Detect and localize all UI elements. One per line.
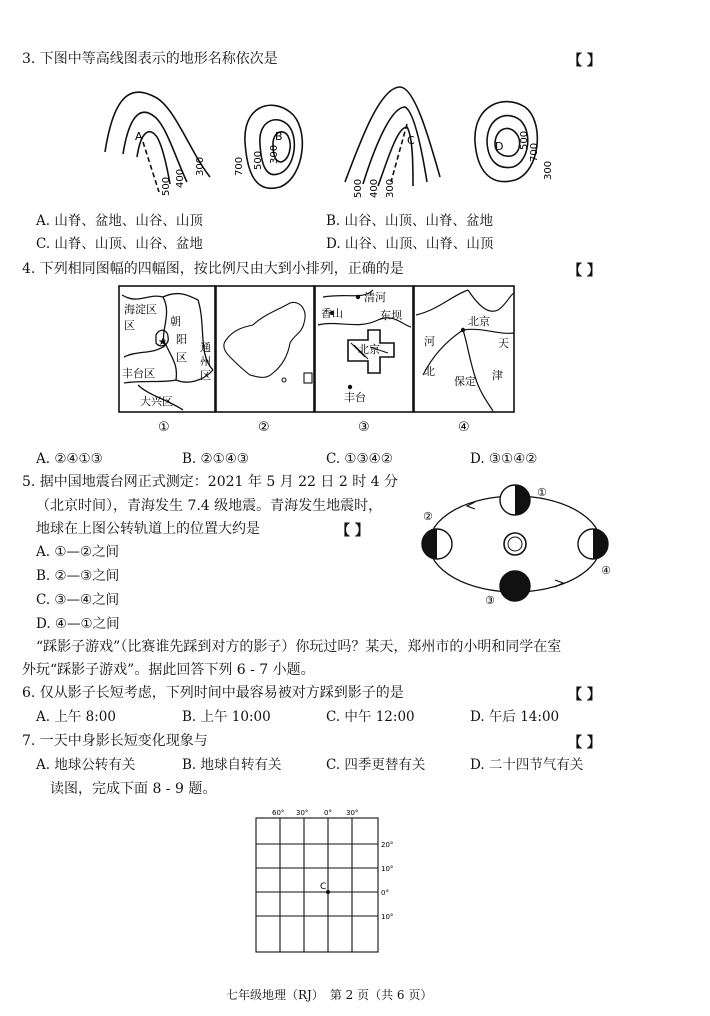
svg-text:400: 400 (369, 178, 380, 198)
q5-option-b: B. ②—③之间 (36, 568, 120, 584)
svg-text:300: 300 (269, 144, 280, 164)
intro-6-7-line-1: “踩影子游戏”（比赛谁先踩到对方的影子）你玩过吗？某天，郑州市的小明和同学在室 (36, 639, 562, 655)
map-caption-1: ① (158, 420, 170, 435)
map-caption-2: ② (258, 420, 270, 435)
q5-option-c: C. ③—④之间 (36, 592, 120, 608)
q3-stem: 3. 下图中等高线图表示的地形名称依次是 (22, 51, 278, 67)
q4-stem: 4. 下列相同图幅的四幅图，按比例尺由大到小排列，正确的是 (22, 261, 404, 277)
q6-option-a: A. 上午 8:00 (36, 709, 116, 725)
q3-answer-bracket: 【 】 (568, 53, 601, 69)
svg-text:北京: 北京 (468, 315, 490, 328)
q7-answer-bracket: 【 】 (568, 735, 601, 751)
svg-text:东坝: 东坝 (380, 309, 402, 322)
intro-8-9: 读图，完成下面 8 - 9 题。 (50, 781, 217, 797)
q6-answer-bracket: 【 】 (568, 687, 601, 703)
svg-text:津: 津 (492, 369, 503, 382)
svg-text:丰台区: 丰台区 (122, 367, 155, 380)
svg-text:通: 通 (200, 341, 211, 354)
svg-text:保定: 保定 (454, 375, 476, 388)
q3-option-c: C. 山脊、山顶、山谷、盆地 (36, 236, 203, 252)
svg-text:10°: 10° (381, 865, 394, 873)
q4-option-a: A. ②④①③ (36, 451, 103, 467)
q6-option-b: B. 上午 10:00 (182, 709, 271, 725)
svg-text:60°: 60° (272, 809, 285, 817)
q5-stem-line-1: 5. 据中国地震台网正式测定：2021 年 5 月 22 日 2 时 4 分 (22, 474, 399, 490)
svg-text:500: 500 (161, 176, 172, 196)
svg-text:500: 500 (519, 130, 530, 150)
svg-text:大兴区: 大兴区 (140, 395, 173, 408)
orbit-label-4: ④ (601, 564, 611, 577)
svg-text:500: 500 (253, 150, 264, 170)
orbit-label-3: ③ (485, 594, 495, 607)
svg-text:20°: 20° (381, 841, 394, 849)
q3-option-b: B. 山谷、山顶、山脊、盆地 (326, 213, 494, 229)
point-c-label: C (320, 882, 327, 892)
contour-map-a (105, 92, 210, 192)
map-4-region (416, 290, 514, 411)
q3-contour-maps (95, 82, 555, 207)
svg-text:河: 河 (424, 335, 435, 348)
q5-option-a: A. ①—②之间 (36, 544, 120, 560)
q7-option-b: B. 地球自转有关 (182, 757, 282, 773)
svg-text:朝: 朝 (170, 315, 181, 328)
q7-option-a: A. 地球公转有关 (36, 757, 136, 773)
q5-answer-bracket: 【 】 (336, 523, 369, 539)
label-b: B (275, 130, 283, 143)
svg-text:北: 北 (424, 365, 435, 378)
svg-text:0°: 0° (324, 809, 332, 817)
q4-answer-bracket: 【 】 (568, 263, 601, 279)
label-d: D (495, 140, 504, 153)
svg-text:丰台: 丰台 (344, 391, 366, 404)
svg-text:北京: 北京 (358, 343, 380, 356)
map-caption-3: ③ (358, 420, 370, 435)
orbit-label-2: ② (423, 510, 433, 523)
q5-orbit-diagram (415, 482, 615, 612)
q5-option-d: D. ④—①之间 (36, 616, 120, 632)
q6-option-c: C. 中午 12:00 (326, 709, 415, 725)
svg-text:30°: 30° (296, 809, 309, 817)
svg-text:海淀区: 海淀区 (124, 303, 157, 316)
svg-text:700: 700 (529, 142, 540, 162)
orbit-label-1: ① (537, 486, 547, 499)
map-caption-4: ④ (458, 420, 470, 435)
q6-stem: 6. 仅从影子长短考虑，下列时间中最容易被对方踩到影子的是 (22, 685, 404, 701)
svg-text:清河: 清河 (364, 291, 386, 304)
q4-scale-maps (118, 285, 518, 435)
q5-stem-line-3: 地球在上图公转轨道上的位置大约是 (36, 521, 260, 537)
q3-option-a: A. 山脊、盆地、山谷、山顶 (36, 213, 203, 229)
q4-option-d: D. ③①④② (470, 451, 538, 467)
svg-text:州: 州 (200, 355, 211, 368)
svg-text:300: 300 (195, 156, 206, 176)
svg-text:香山: 香山 (321, 307, 343, 320)
svg-text:★: ★ (158, 337, 167, 348)
svg-text:400: 400 (175, 168, 186, 188)
q6-option-d: D. 午后 14:00 (470, 709, 560, 725)
svg-text:区: 区 (176, 351, 187, 364)
q4-option-c: C. ①③④② (326, 451, 393, 467)
q7-option-d: D. 二十四节气有关 (470, 757, 584, 773)
q7-stem: 7. 一天中身影长短变化现象与 (22, 733, 208, 749)
q5-stem-line-2: （北京时间），青海发生 7.4 级地震。青海发生地震时， (36, 498, 383, 514)
label-a: A (135, 130, 143, 143)
label-c: C (407, 134, 415, 147)
svg-text:天: 天 (498, 337, 509, 350)
contour-map-c (345, 87, 440, 186)
svg-text:300: 300 (543, 160, 554, 180)
svg-text:阳: 阳 (176, 333, 187, 346)
q4-option-b: B. ②①④③ (182, 451, 249, 467)
point-c (326, 890, 330, 894)
svg-text:10°: 10° (381, 913, 394, 921)
svg-text:0°: 0° (381, 889, 389, 897)
svg-text:700: 700 (234, 156, 245, 176)
map-2-china (224, 302, 312, 383)
svg-text:500: 500 (353, 178, 364, 198)
svg-text:30°: 30° (346, 809, 359, 817)
sun-icon (504, 533, 526, 555)
lat-lon-grid (250, 806, 410, 966)
svg-text:300: 300 (385, 178, 396, 198)
earth-position-3 (500, 571, 530, 601)
svg-text:区: 区 (200, 369, 211, 382)
q3-option-d: D. 山谷、山顶、山脊、山顶 (326, 236, 494, 252)
page-footer: 七年级地理（RJ） 第 2 页（共 6 页） (226, 988, 433, 1002)
svg-text:区: 区 (124, 319, 135, 332)
q7-option-c: C. 四季更替有关 (326, 757, 426, 773)
intro-6-7-line-2: 外玩“踩影子游戏”。据此回答下列 6 - 7 小题。 (22, 662, 315, 678)
